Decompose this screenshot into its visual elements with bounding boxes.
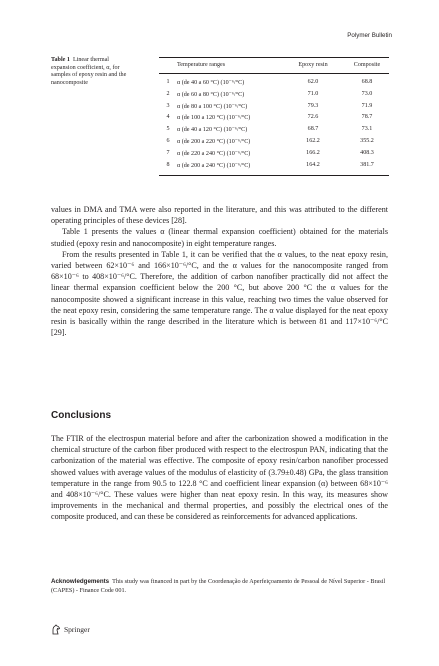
table-cell-composite: 68.8 (361, 79, 373, 85)
table-header-temperature: Temperature ranges (177, 62, 226, 68)
table-header-epoxy: Epoxy resin (298, 62, 328, 68)
table-cell-range: α (de 60 a 80 °C) (10⁻⁶/°C) (177, 91, 245, 98)
springer-horse-icon (51, 624, 61, 635)
table-header-composite: Composite (353, 62, 381, 68)
paragraph-continuation: values in DMA and TMA were also reported in the literature, and this was attributed to the different operating principles of these devices [28]. (51, 205, 388, 226)
table-cell-epoxy: 162.2 (306, 138, 320, 144)
table-cell-range: α (de 40 a 120 °C) (10⁻⁶/°C) (177, 127, 248, 134)
table-cell-composite: 355.2 (360, 138, 374, 144)
table-cell-composite: 78.7 (361, 114, 373, 121)
section-heading-conclusions: Conclusions (51, 410, 112, 421)
table-row-number: 2 (166, 90, 170, 97)
table-row-number: 5 (166, 126, 170, 133)
table-cell-range: α (de 80 a 100 °C) (10⁻⁶/°C) (177, 103, 248, 110)
table-row-number: 6 (166, 138, 170, 144)
table-top-rule (159, 57, 389, 58)
table-row-number: 1 (166, 79, 170, 85)
table-bottom-rule (159, 175, 389, 176)
table-cell-composite: 73.0 (361, 90, 373, 97)
table-cell-range: α (de 100 a 120 °C) (10⁻⁶/°C) (177, 115, 251, 122)
table-caption-text: Linear thermal expansion coefficient, α, for samples of epoxy resin and the nanocomposite (51, 57, 127, 86)
table-cell-range: α (de 200 a 240 °C) (10⁻⁶/°C) (177, 162, 251, 169)
table-cell-composite: 381.7 (360, 161, 374, 168)
paragraph-results: From the results presented in Table 1, it can be verified that the α values, to the neat epoxy resin, varied between 62×10⁻⁶ and 166×10⁻⁶/°C, and the α values for the nanocomposite ranged from 68×10⁻⁶ to 408×10⁻⁶/°C. Therefore, the addition of carbon nanofiber practically did not affect the linear thermal expansion coefficient below the 200 °C, but above 200 °C the α values for the nanocomposite showed a significant increase in this value, reaching two times the value observed for the neat epoxy resin, considering the same temperature range. The α value displayed for the neat epoxy resin is basically within the range described in the literature which is between 81 and 117×10⁻⁶/°C [29]. (51, 249, 388, 338)
table-row-number: 3 (166, 102, 170, 109)
table-cell-epoxy: 71.0 (307, 90, 319, 97)
acknowledgements-text: This study was financed in part by the Coordenação de Aperfeiçoamento de Pessoal de Nível Superior - Brasil (CAPES) - Finance Code 001. (51, 578, 386, 594)
table-caption (51, 57, 129, 87)
table-row-number: 7 (166, 149, 170, 156)
paragraph-conclusions: The FTIR of the electrospun material before and after the carbonization showed a modification in the chemical structure of the carbon fiber produced with respect to the electrospun PAN, indicating that the carbonization of the material was effective. The composite of epoxy resin/carbon nanofiber processed showed values with average values of the modulus of elasticity of (3.79±0.48) GPa, the glass transition temperature in the range from 90.5 to 122.8 °C and coefficient linear expansion (α) between 68×10⁻⁶ and 408×10⁻⁶/°C. These values were higher than neat epoxy resin. In this way, its measures show improvements in the mechanical and thermal properties, and possibly the electrical ones of the composite produced, and can these be considered as reinforcements for advanced applications. (51, 434, 388, 522)
table-cell-epoxy: 68.7 (307, 126, 319, 133)
table-cell-epoxy: 164.2 (306, 161, 320, 168)
table-row-number: 8 (166, 161, 170, 168)
paragraph-table-intro: Table 1 presents the values α (linear thermal expansion coefficient) obtained for the materials studied (epoxy resin and nanocomposite) in eight temperature ranges. (51, 227, 388, 248)
results-text (51, 204, 388, 338)
table-cell-range: α (de 220 a 240 °C) (10⁻⁶/°C) (177, 150, 251, 157)
table-cell-composite: 73.1 (361, 126, 373, 133)
table-caption-label: Table 1 (51, 57, 70, 63)
table-header-rule (159, 73, 389, 74)
acknowledgements-label: Acknowledgements (51, 578, 110, 585)
table-cell-composite: 71.9 (361, 102, 373, 109)
table-cell-epoxy: 79.3 (307, 102, 319, 109)
table-cell-composite: 408.3 (360, 149, 374, 156)
table-cell-epoxy: 166.2 (306, 149, 320, 156)
table-cell-epoxy: 72.6 (307, 114, 319, 121)
acknowledgements (51, 578, 388, 596)
conclusions-text (51, 433, 388, 523)
publisher-logo (51, 624, 90, 635)
journal-name: Polymer Bulletin (347, 32, 392, 39)
table-cell-epoxy: 62.0 (307, 79, 319, 85)
table-cell-range: α (de 40 a 60 °C) (10⁻⁶/°C) (177, 80, 245, 86)
publisher-name: Springer (64, 625, 90, 634)
table-row-number: 4 (166, 114, 170, 121)
table-cell-range: α (de 200 a 220 °C) (10⁻⁶/°C) (177, 139, 251, 145)
